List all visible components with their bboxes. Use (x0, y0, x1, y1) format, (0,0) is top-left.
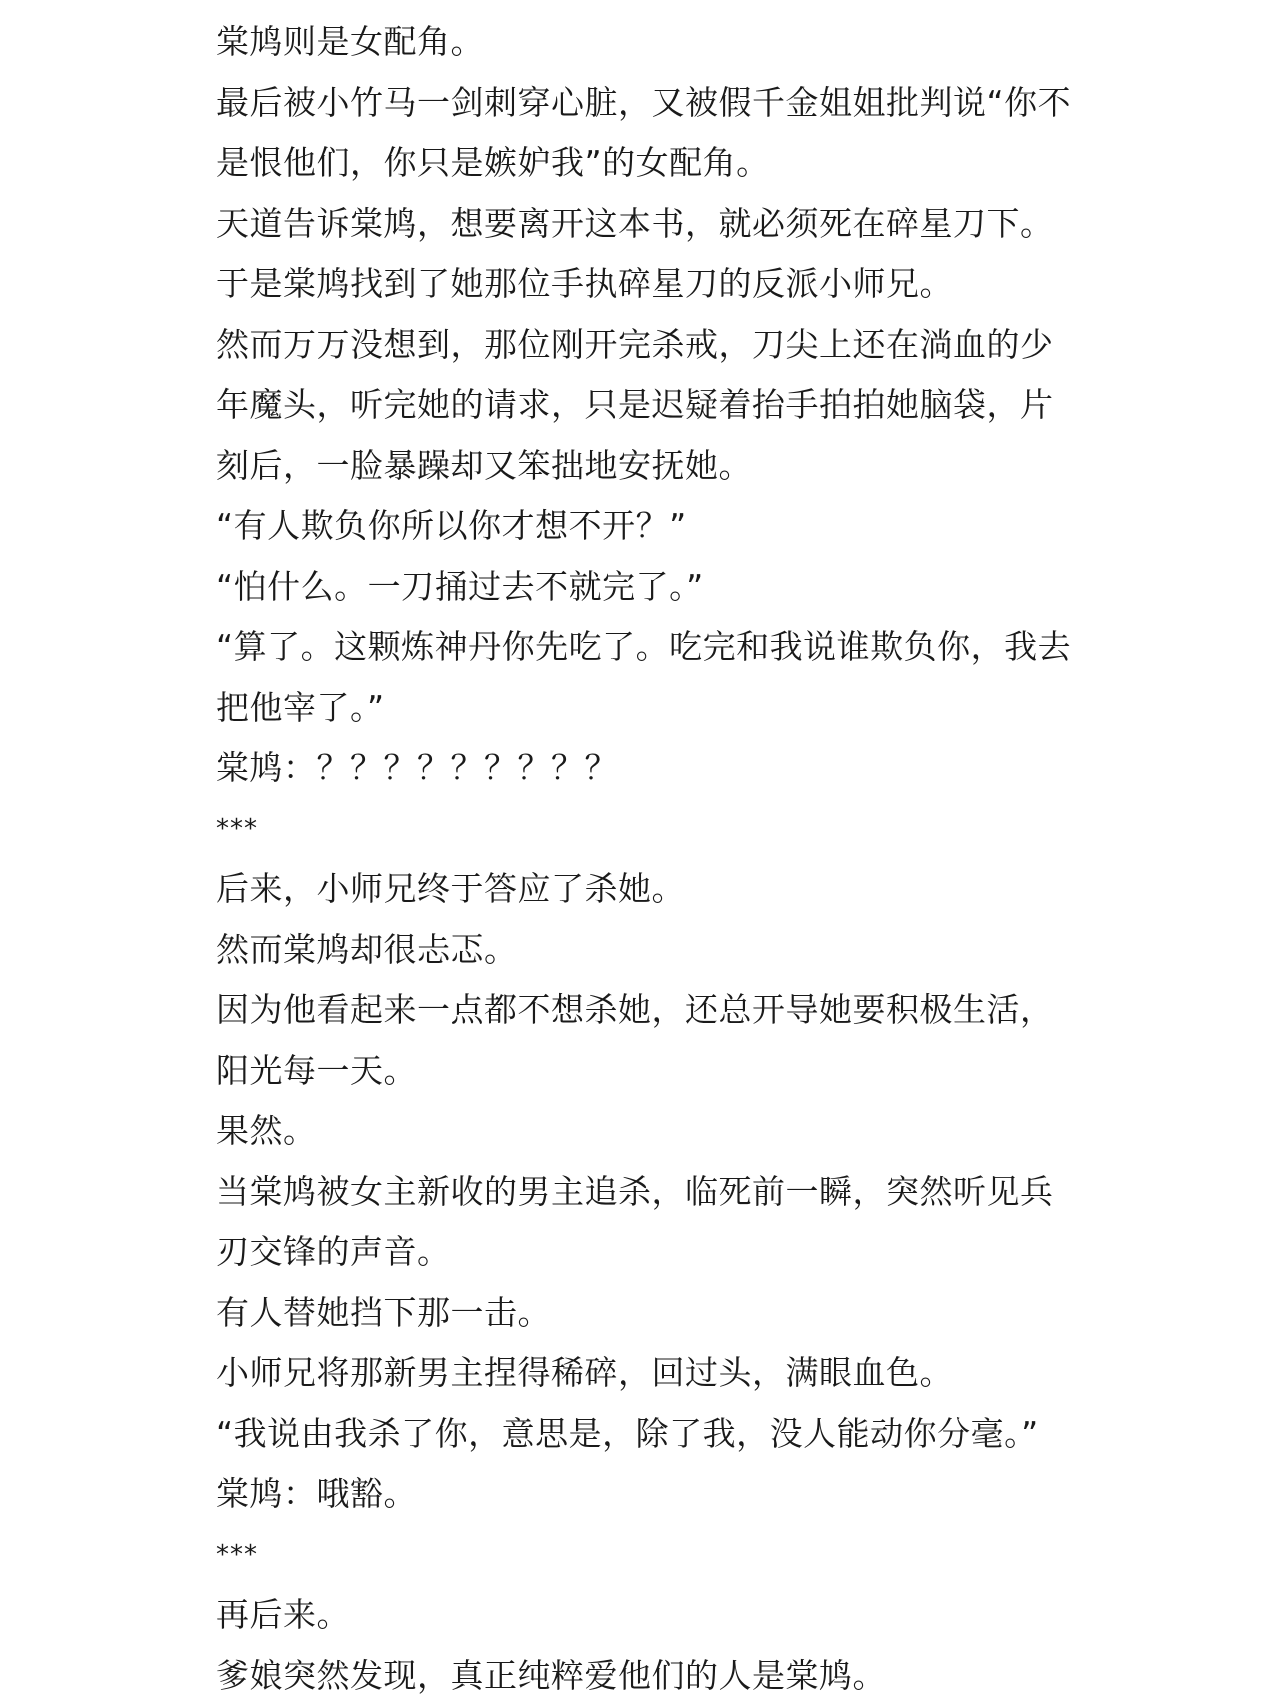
dialogue-line: “有人欺负你所以你才想不开？” (216, 496, 1076, 557)
paragraph: 后来，小师兄终于答应了杀她。 (216, 859, 1076, 920)
paragraph: 有人替她挡下那一击。 (216, 1283, 1076, 1344)
paragraph: 当棠鸠被女主新收的男主追杀，临死前一瞬，突然听见兵刃交锋的声音。 (216, 1162, 1076, 1283)
paragraph: 因为他看起来一点都不想杀她，还总开导她要积极生活，阳光每一天。 (216, 980, 1076, 1101)
paragraph: 然而万万没想到，那位刚开完杀戒，刀尖上还在淌血的少年魔头，听完她的请求，只是迟疑着抬手拍拍她脑袋，片刻后，一脸暴躁却又笨拙地安抚她。 (216, 315, 1076, 497)
paragraph: 小师兄将那新男主捏得稀碎，回过头，满眼血色。 (216, 1343, 1076, 1404)
paragraph: 棠鸠：哦豁。 (216, 1464, 1076, 1525)
paragraph: 爹娘突然发现，真正纯粹爱他们的人是棠鸠。 (216, 1646, 1076, 1706)
dialogue-line: “怕什么。一刀捅过去不就完了。” (216, 557, 1076, 618)
section-separator: *** (216, 799, 1076, 860)
paragraph: 然而棠鸠却很忐忑。 (216, 920, 1076, 981)
dialogue-line: “我说由我杀了你，意思是，除了我，没人能动你分毫。” (216, 1404, 1076, 1465)
dialogue-line: “算了。这颗炼神丹你先吃了。吃完和我说谁欺负你，我去把他宰了。” (216, 617, 1076, 738)
paragraph: 棠鸠则是女配角。 (216, 12, 1076, 73)
paragraph: 再后来。 (216, 1585, 1076, 1646)
paragraph: 果然。 (216, 1101, 1076, 1162)
novel-text (216, 12, 1076, 1706)
paragraph: 棠鸠：？？？？？？？？？ (216, 738, 1076, 799)
paragraph: 最后被小竹马一剑刺穿心脏，又被假千金姐姐批判说“你不是恨他们，你只是嫉妒我”的女配角。 (216, 73, 1076, 194)
section-separator: *** (216, 1525, 1076, 1586)
paragraph: 天道告诉棠鸠，想要离开这本书，就必须死在碎星刀下。 (216, 194, 1076, 255)
paragraph: 于是棠鸠找到了她那位手执碎星刀的反派小师兄。 (216, 254, 1076, 315)
